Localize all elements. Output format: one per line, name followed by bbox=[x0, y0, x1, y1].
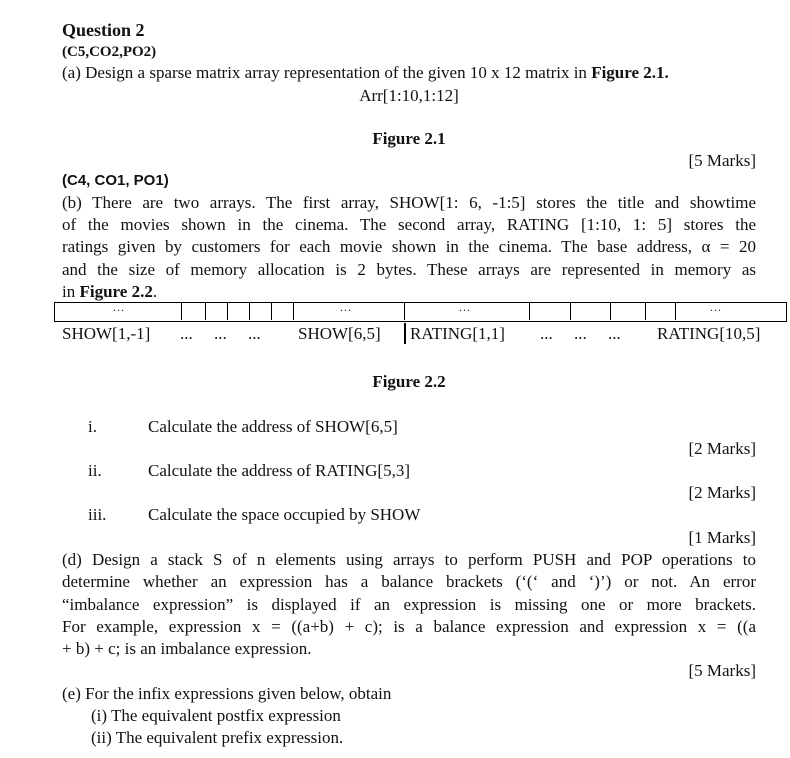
subpart-marks: [2 Marks] bbox=[688, 439, 756, 458]
subpart-number: ii. bbox=[88, 461, 102, 480]
part-d-line-5: + b) + c; is an imbalance expression. bbox=[62, 639, 312, 658]
label-show-last: SHOW[6,5] bbox=[298, 324, 381, 343]
strip-dots-1: ... bbox=[113, 300, 125, 314]
subpart-marks: [1 Marks] bbox=[688, 528, 756, 547]
course-outcome-a: (C5,CO2,PO2) bbox=[62, 44, 157, 60]
memory-cell bbox=[271, 303, 272, 320]
subpart-number: iii. bbox=[88, 505, 107, 524]
part-b-last-prefix: in bbox=[62, 282, 80, 301]
subpart-text: Calculate the space occupied by SHOW bbox=[148, 505, 421, 524]
label-rating-first: RATING[1,1] bbox=[410, 324, 505, 343]
question-title: Question 2 bbox=[62, 20, 145, 40]
part-b-line-4: and the size of memory allocation is 2 bytes. These arrays are represented in memory as bbox=[62, 260, 756, 279]
subpart-number: i. bbox=[88, 417, 97, 436]
memory-cell bbox=[675, 303, 676, 320]
part-d-line-3: “imbalance expression” is displayed if an expression is missing one or more brackets. bbox=[62, 595, 756, 614]
strip-dots-4: ... bbox=[710, 300, 722, 314]
figure-2-2-caption: Figure 2.2 bbox=[372, 372, 446, 391]
memory-cell bbox=[645, 303, 646, 320]
marks-d: [5 Marks] bbox=[688, 661, 756, 680]
memory-cell bbox=[404, 303, 405, 320]
subpart-marks: [2 Marks] bbox=[688, 483, 756, 502]
part-b-line-2: of the movies shown in the cinema. The second array, RATING [1:10, 1: 5] stores the bbox=[62, 215, 756, 234]
part-d-line-1: (d) Design a stack S of n elements using arrays to perform PUSH and POP operations to bbox=[62, 550, 756, 569]
memory-strip bbox=[54, 302, 787, 322]
part-a-prefix: (a) Design a sparse matrix array representation of the given 10 x 12 matrix in bbox=[62, 63, 592, 82]
subpart-text: Calculate the address of SHOW[6,5] bbox=[148, 417, 398, 436]
subpart-text: Calculate the address of RATING[5,3] bbox=[148, 461, 411, 480]
part-b-figure-ref: Figure 2.2 bbox=[79, 282, 153, 301]
memory-cell bbox=[227, 303, 228, 320]
part-b-line-3: ratings given by customers for each movie shown in the cinema. The base address, α = 20 bbox=[62, 237, 756, 256]
figure-2-1-caption: Figure 2.1 bbox=[372, 129, 446, 148]
strip-dots-3: ... bbox=[459, 300, 471, 314]
label-gap-2: ... ... ... bbox=[540, 324, 621, 343]
part-a-figure-ref: Figure 2.1. bbox=[591, 63, 669, 82]
part-b-line-5 bbox=[62, 281, 756, 304]
part-a-text bbox=[62, 63, 669, 83]
array-declaration: Arr[1:10,1:12] bbox=[359, 86, 459, 105]
memory-cell bbox=[570, 303, 571, 320]
course-outcome-b: (C4, CO1, PO1) bbox=[62, 172, 169, 189]
part-b-line-1: (b) There are two arrays. The first array, SHOW[1: 6, -1:5] stores the title and showtime bbox=[62, 193, 756, 212]
strip-dots-2: ... bbox=[340, 300, 352, 314]
part-b-last-suffix: . bbox=[152, 282, 158, 301]
label-rating-last: RATING[10,5] bbox=[657, 324, 761, 343]
part-e-i: (i) The equivalent postfix expression bbox=[91, 706, 341, 725]
memory-cell bbox=[249, 303, 250, 320]
part-d-line-4: For example, expression x = ((a+b) + c); is a balance expression and expression x = ((a bbox=[62, 617, 756, 636]
part-d-line-2: determine whether an expression has a balance brackets (‘(‘ and ‘)’) or not. An error bbox=[62, 572, 756, 591]
strip-divider bbox=[404, 323, 406, 344]
memory-cell bbox=[529, 303, 530, 320]
label-show-first: SHOW[1,-1] bbox=[62, 324, 151, 343]
part-e-text: (e) For the infix expressions given below, obtain bbox=[62, 684, 392, 703]
marks-a: [5 Marks] bbox=[688, 151, 756, 170]
memory-cell bbox=[610, 303, 611, 320]
memory-cell bbox=[293, 303, 294, 320]
label-gap-1: ... ... ... bbox=[180, 324, 261, 343]
memory-cell bbox=[205, 303, 206, 320]
memory-cell bbox=[181, 303, 182, 320]
part-e-ii: (ii) The equivalent prefix expression. bbox=[91, 728, 344, 747]
